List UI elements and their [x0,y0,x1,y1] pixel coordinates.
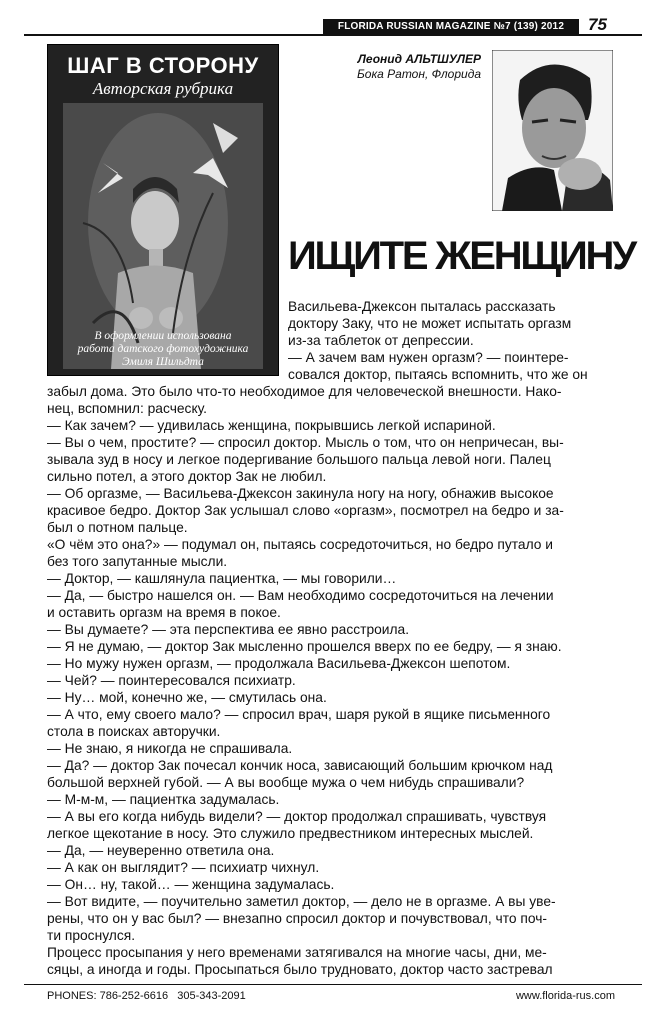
text-line: ти проснулся. [47,928,136,943]
rubric-subtitle: Авторская рубрика [92,79,234,98]
text-line: сильно потел, а этого доктор Зак не любил. [47,469,327,484]
text-line: — А зачем вам нужен оргазм? — поинтере- [288,350,569,365]
text-line: совался доктор, пытаясь вспомнить, что же он [288,367,588,382]
footer-divider [24,984,642,985]
author-name: Леонид АЛЬТШУЛЕР [357,52,481,66]
text-line: сяцы, а иногда и годы. Просыпаться было трудновато, доктор часто застревал [47,962,553,977]
text-line: — Как зачем? — удивилась женщина, покрывшись легкой испариной. [47,418,496,433]
phones-label: PHONES: [47,990,97,1002]
text-line: красивое бедро. Доктор Зак услышал слово «оргазм», посмотрел на бедро и за- [47,503,564,518]
text-line: — Вот видите, — поучительно заметил доктор, — дело не в оргазме. А вы уве- [47,894,556,909]
text-line: без того запутанные мысли. [47,554,228,569]
header-divider [24,34,642,36]
text-line: забыл дома. Это было что-то необходимое для человеческой внешности. Нако- [47,384,562,399]
text-line: стола в поисках авторучки. [47,724,221,739]
text-line: рены, что он у вас был? — внезапно спросил доктор и почувствовал, что поч- [47,911,547,926]
magazine-header: FLORIDA RUSSIAN MAGAZINE №7 (139) 2012 [323,19,579,35]
text-line: легкое щекотание в носу. Это служило предвестником интересных мыслей. [47,826,534,841]
rubric-box [47,44,279,376]
text-line: был о потном пальце. [47,520,188,535]
text-line: зывала зуд в носу и легкое подергивание большого пальца левой ноги. Палец [47,452,551,467]
website-link[interactable]: www.florida-rus.com [515,990,615,1002]
footer-phones [47,990,246,1002]
text-line: — Доктор, — кашлянула пациентка, — мы говорили… [47,571,397,586]
text-line: — Об оргазме, — Васильева-Джексон закинула ногу на ногу, обнажив высокое [47,486,554,501]
text-line: доктору Заку, что не может испытать оргазм [288,316,572,331]
text-line: и оставить оргазм на время в покое. [47,605,281,620]
text-line: — Не знаю, я никогда не спрашивала. [47,741,293,756]
text-line: — Но мужу нужен оргазм, — продолжала Васильева-Джексон шепотом. [47,656,511,671]
photo-caption-line: Эмиля Шильдта [122,356,204,368]
text-line: — А как он выглядит? — психиатр чихнул. [47,860,320,875]
photo-caption-line: работа датского фотохудожника [77,343,249,355]
page-number: 75 [588,15,607,34]
phone-number: 786-252-6616 [99,990,169,1002]
text-line: — Ну… мой, конечно же, — смутилась она. [47,690,327,705]
text-line: — Я не думаю, — доктор Зак мысленно прошелся вверх по ее бедру, — я знаю. [47,639,562,654]
text-line: — Да, — неуверенно ответила она. [47,843,275,858]
text-line: — Вы думаете? — эта перспектива ее явно расстроила. [47,622,410,637]
rubric-title: ШАГ В СТОРОНУ [67,53,259,78]
text-line: Васильева-Джексон пыталась рассказать [288,299,556,314]
text-line: — Да? — доктор Зак почесал кончик носа, зависающий большим крючком над [47,758,553,773]
text-line: «О чём это она?» — подумал он, пытаясь сосредоточиться, но бедро путало и [47,537,554,552]
text-line: — Да, — быстро нашелся он. — Вам необходимо сосредоточиться на лечении [47,588,554,603]
text-line: нец, вспомнил: расческу. [47,401,207,416]
text-line: — А вы его когда нибудь видели? — доктор продолжал спрашивать, чувствуя [47,809,547,824]
text-line: Процесс просыпания у него временами затягивался на многие часы, дни, ме- [47,945,547,960]
text-line: — Он… ну, такой… — женщина задумалась. [47,877,335,892]
text-line: — А что, ему своего мало? — спросил врач, шаря рукой в ящике письменного [47,707,551,722]
author-city: Бока Ратон, Флорида [356,67,481,81]
photo-caption [63,330,263,369]
text-line: — Чей? — поинтересовался психиатр. [47,673,296,688]
text-line: из-за таблеток от депрессии. [288,333,474,348]
text-line: — Вы о чем, простите? — спросил доктор. Мысль о том, что он непричесан, вы- [47,435,564,450]
photo-caption-line: В оформлении использована [94,330,232,342]
phone-number: 305-343-2091 [177,990,246,1002]
text-line: — М-м-м, — пациентка задумалась. [47,792,280,807]
text-line: большой верхней губой. — А вы вообще мужа о чем нибудь спрашивали? [47,775,525,790]
article-title: ИЩИТЕ ЖЕНЩИНУ [288,234,635,278]
author-photo [492,50,613,211]
